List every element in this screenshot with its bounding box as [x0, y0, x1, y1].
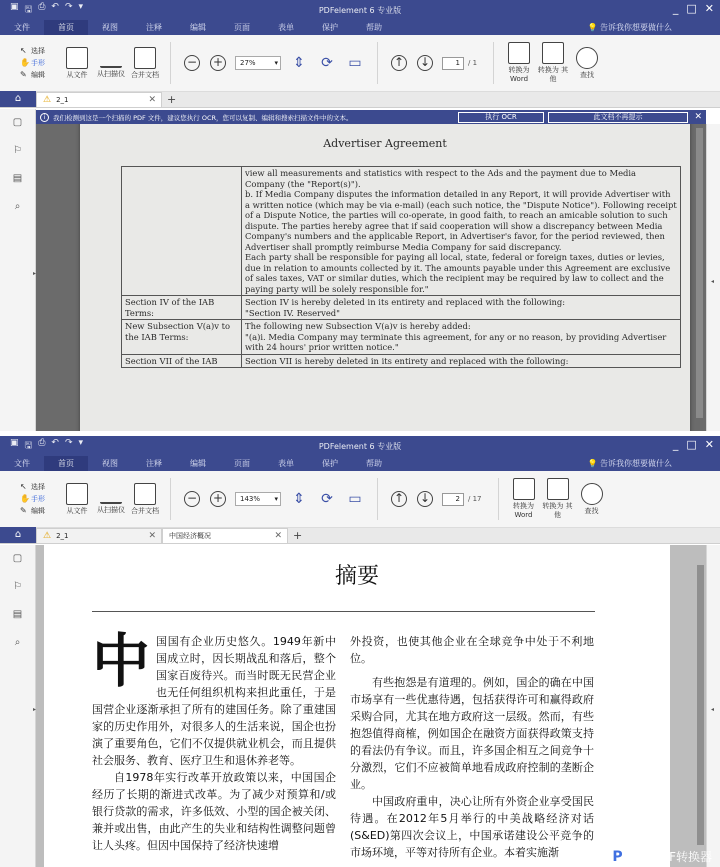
left-column	[92, 627, 336, 854]
window-controls	[673, 2, 714, 15]
find-label: 查找	[584, 506, 599, 515]
zoom-select[interactable]: 143% ▾	[235, 492, 281, 506]
table-cell: Section VII of the IAB	[122, 354, 242, 368]
search-panel-icon[interactable]: ⌕	[14, 201, 21, 212]
combine-label: 合并文档	[131, 506, 159, 515]
table-cell	[122, 167, 242, 296]
table-row	[122, 354, 681, 368]
find-button[interactable]	[575, 483, 609, 516]
ribbon-divider	[498, 478, 499, 520]
cursor-icon: ↖	[20, 482, 27, 491]
pdfelement-window-bottom	[0, 436, 720, 867]
mode-edit-label: 编辑	[31, 507, 45, 515]
table-cell: view all measurements and statistics with respect to the Ads and the payment due to Media Company (the "Report(s)"). b. If Media Company disputes the information detailed in any Report, it will provide Advertiser with a written notice (which may be via e-mail) (each such notice, the "Dispute Notice"). Following receipt of a Dispute Notice, the parties will co-operate, in good faith, to reach an amicable solution to such dispute. The parties hereby agree that if said cooperation will show a discrepancy between Media Company's numbers and the applicable Report, in Advertiser's favor, for the period reviewed, then Advertiser shall promptly reimburse Media Company for said discrepancy. Each party shall be responsible for paying all local, state, federal or foreign taxes, duties or levies, due in relation to amounts collected by it. The amounts payable under this Agreement are exclusive of sales taxes, VAT or similar duties, which the recipient may be required by law to collect and the paying party will be solely responsible for."	[242, 167, 681, 296]
menu-bar	[0, 456, 720, 471]
print-icon[interactable]: ⎙	[38, 2, 46, 12]
thumbnails-icon[interactable]: ▢	[12, 553, 23, 564]
pdfelement-window-top	[0, 0, 720, 431]
search-icon	[581, 483, 603, 505]
perform-ocr-button[interactable]: 执行 OCR	[458, 112, 544, 123]
from-scanner-button[interactable]	[94, 48, 128, 79]
table-row	[122, 320, 681, 355]
mode-edit[interactable]	[20, 506, 60, 516]
mode-select[interactable]	[20, 482, 60, 492]
title-rule	[92, 611, 595, 612]
menu-file[interactable]: 文件	[14, 23, 30, 32]
maximize-button[interactable]: □	[686, 438, 697, 451]
new-tab-icon[interactable]: +	[293, 529, 303, 542]
close-tab-icon[interactable]: ✕	[148, 95, 156, 105]
document-page	[44, 545, 670, 867]
combine-button[interactable]	[128, 483, 162, 516]
new-file-icon	[66, 483, 88, 505]
mode-hand[interactable]	[20, 58, 60, 68]
ocr-notification-bar	[36, 110, 706, 124]
from-scanner-label: 从扫描仪	[97, 505, 125, 514]
ribbon-divider	[377, 478, 378, 520]
right-panel	[706, 124, 720, 431]
expand-right-icon[interactable]: ◂	[711, 277, 715, 285]
zoom-in-button[interactable]: +	[210, 55, 226, 71]
mode-select-label: 选择	[31, 47, 45, 55]
document-tab-bar	[0, 528, 720, 544]
edit-icon: ✎	[20, 70, 27, 79]
close-tab-icon[interactable]: ✕	[274, 531, 282, 541]
home-icon[interactable]: ⌂	[0, 527, 36, 543]
table-row	[122, 296, 681, 320]
next-page-button[interactable]: ↓	[417, 55, 433, 71]
rotate-page-icon[interactable]: ⟳	[321, 491, 333, 507]
table-cell: Section VII is hereby deleted in its entirety and replaced with the following:	[242, 354, 681, 368]
dont-show-again-button[interactable]: 此文档不再提示	[548, 112, 688, 123]
next-page-button[interactable]: ↓	[417, 491, 433, 507]
window-title: PDFelement 6 专业版	[318, 5, 402, 15]
from-scanner-label: 从扫描仪	[97, 69, 125, 78]
quick-access-toolbar	[0, 2, 83, 18]
convert-word-button[interactable]	[507, 478, 541, 520]
window-controls	[673, 438, 714, 451]
document-canvas	[36, 545, 706, 867]
table-cell: Section IV of the IAB Terms:	[122, 296, 242, 320]
tab-label: 中国经济概况	[169, 532, 211, 540]
comment-icon[interactable]: ▤	[12, 609, 23, 620]
convert-other-button[interactable]	[541, 478, 575, 520]
mode-edit[interactable]	[20, 70, 60, 80]
expand-right-icon[interactable]: ◂	[711, 706, 715, 713]
menu-bar	[0, 20, 720, 35]
scanner-icon	[100, 54, 122, 68]
menu-protect[interactable]: 保护	[322, 459, 338, 468]
save-icon[interactable]: 🖫	[24, 441, 33, 451]
lightbulb-icon: 💡	[587, 459, 598, 468]
tell-me-box[interactable]	[587, 20, 672, 35]
slideshow-icon[interactable]: ▭	[348, 491, 362, 507]
bookmark-icon[interactable]: ⚐	[13, 145, 22, 156]
mode-group	[20, 482, 60, 516]
fit-page-icon[interactable]: ⇕	[293, 55, 305, 71]
zoom-out-button[interactable]: −	[184, 491, 200, 507]
close-button[interactable]: ✕	[704, 438, 714, 451]
tell-me-text: 告诉我你想要做什么	[600, 23, 672, 32]
paragraph: 中国政府重申，决心让所有外资企业享受国民待遇。在2012年5月举行的中美战略经济对话(S&ED)第四次会议上，中国承诺建设公平竞争的市场环境，平等对待所有企业。本着实施渐	[350, 795, 594, 859]
agreement-table	[121, 166, 681, 368]
zoom-select[interactable]: 27% ▾	[235, 56, 281, 70]
vertical-scrollbar[interactable]	[697, 565, 704, 845]
search-icon	[576, 47, 598, 69]
ribbon-divider	[170, 42, 171, 84]
prev-page-button[interactable]: ↑	[391, 491, 407, 507]
new-file-icon	[66, 47, 88, 69]
paragraph: 外投资，也使其他企业在全球竞争中处于不利地位。	[350, 635, 594, 665]
table-cell: New Subsection V(a)v to the IAB Terms:	[122, 320, 242, 355]
menu-view[interactable]: 视图	[102, 459, 118, 468]
warning-icon: ⚠	[43, 95, 52, 105]
right-column	[350, 633, 594, 861]
ribbon-divider	[377, 42, 378, 84]
menu-help[interactable]: 帮助	[366, 23, 382, 32]
document-title: Advertiser Agreement	[323, 137, 447, 150]
redo-icon[interactable]: ↷	[64, 438, 73, 448]
menu-page[interactable]: 页面	[234, 23, 250, 32]
from-file-label: 从文件	[66, 506, 88, 515]
mode-hand-label: 手形	[31, 495, 45, 503]
combine-button[interactable]	[128, 47, 162, 80]
save-icon[interactable]: 🖫	[24, 5, 33, 15]
home-ribbon	[0, 35, 720, 92]
redo-icon[interactable]: ↷	[64, 2, 73, 12]
mode-hand[interactable]	[20, 494, 60, 504]
from-scanner-button[interactable]	[94, 484, 128, 515]
document-canvas	[36, 124, 706, 431]
word-file-icon	[508, 42, 530, 64]
paragraph: 自1978年实行改革开放政策以来，中国国企经历了长期的渐进式改革。为了减少对预算和/或银行贷款的需求，许多低效、小型的国企被关闭、兼并或出售，由此产生的失业和结构性调整问题曾让人头疼。但因中国保持了经济快速增	[92, 771, 336, 852]
home-ribbon	[0, 471, 720, 528]
find-button[interactable]	[570, 47, 604, 80]
prev-page-button[interactable]: ↑	[391, 55, 407, 71]
thumbnails-icon[interactable]: ▢	[12, 117, 23, 128]
bookmark-icon[interactable]: ⚐	[13, 581, 22, 592]
close-tab-icon[interactable]: ✕	[148, 531, 156, 541]
menu-edit[interactable]: 编辑	[190, 459, 206, 468]
page-total: / 1	[468, 59, 478, 67]
menu-edit[interactable]: 编辑	[190, 23, 206, 32]
tab-label: 2_1	[56, 532, 69, 540]
document-tab-active[interactable]	[162, 528, 288, 543]
rotate-page-icon[interactable]: ⟳	[321, 55, 333, 71]
title-bar	[0, 436, 720, 456]
app-icon: ▣	[10, 2, 19, 12]
paragraph: 有些抱怨是有道理的。例如，国企的确在中国市场享有一些优惠待遇，包括获得许可和赢得政府采购合同，尤其在地方政府这一层级。然而，有些抱怨值得商榷，例如国企在融资方面获得政策支持的看法仍有争议。而且，许多国企相互之间竞争十分激烈，它们不应被简单地看成政府控制的垄断企业。	[350, 676, 594, 791]
minimize-button[interactable]: _	[672, 438, 679, 451]
hand-icon: ✋	[20, 58, 30, 67]
slideshow-icon[interactable]: ▭	[348, 55, 362, 71]
mode-hand-label: 手形	[31, 59, 45, 67]
tab-label: 2_1	[56, 96, 69, 104]
new-tab-icon[interactable]: +	[167, 93, 177, 106]
find-label: 查找	[580, 70, 595, 79]
menu-protect[interactable]: 保护	[322, 23, 338, 32]
convert-other-button[interactable]	[536, 42, 570, 84]
convert-word-label: 转换为 Word	[513, 502, 534, 519]
paragraph: 国国有企业历史悠久。1949年新中国成立时，因长期战乱和落后，整个国家百废待兴。而当时既无民营企业也无任何组织机构来担此重任，于是国营企业逐渐承担了所有的建国任务。除了重建国家的历史作用外，对很多人的生活来说，国企也扮演了重要角色，它们不仅提供就业机会，而且提供社会服务、教育、医疗卫生和退休养老等。	[92, 635, 336, 767]
table-row	[122, 167, 681, 296]
convert-other-label: 转换为 其他	[537, 66, 569, 83]
lightbulb-icon: 💡	[587, 23, 598, 32]
right-panel	[706, 545, 720, 867]
close-button[interactable]: ✕	[704, 2, 714, 15]
app-icon: ▣	[10, 438, 19, 448]
left-panel	[0, 545, 36, 867]
expand-panel-icon[interactable]: ▸	[33, 706, 37, 713]
zoom-in-button[interactable]: +	[210, 491, 226, 507]
vertical-scrollbar[interactable]	[696, 128, 703, 418]
undo-icon[interactable]: ↶	[51, 438, 59, 448]
from-file-label: 从文件	[66, 70, 88, 79]
watermark-logo-icon: P	[612, 848, 623, 865]
menu-file[interactable]: 文件	[14, 459, 30, 468]
tell-me-box[interactable]	[587, 456, 672, 471]
word-file-icon	[513, 478, 535, 500]
ocr-notice-text: 我们检测到这是一个扫描的 PDF 文件，建议您执行 OCR，您可以复制、编辑和搜索扫描文件中的文本。	[53, 113, 353, 122]
other-file-icon	[547, 478, 569, 500]
mode-select[interactable]	[20, 46, 60, 56]
search-panel-icon[interactable]: ⌕	[14, 637, 21, 648]
combine-label: 合并文档	[131, 70, 159, 79]
document-title: 摘要	[334, 564, 379, 589]
info-icon: i	[40, 113, 49, 122]
watermark-text: 烁光PDF转换器	[628, 850, 712, 864]
edit-icon: ✎	[20, 506, 27, 515]
menu-home[interactable]: 首页	[44, 456, 88, 471]
other-file-icon	[542, 42, 564, 64]
window-title: PDFelement 6 专业版	[318, 441, 402, 451]
customize-icon[interactable]: ▾	[78, 438, 84, 448]
page-total: / 17	[468, 495, 482, 503]
combine-icon	[134, 47, 156, 69]
menu-comment[interactable]: 注释	[146, 23, 162, 32]
mode-edit-label: 编辑	[31, 71, 45, 79]
page-number-input[interactable]: 2	[442, 493, 464, 506]
convert-other-label: 转换为 其他	[542, 502, 573, 519]
ribbon-divider	[493, 42, 494, 84]
menu-comment[interactable]: 注释	[146, 459, 162, 468]
convert-word-label: 转换为 Word	[508, 66, 530, 83]
combine-icon	[134, 483, 156, 505]
menu-view[interactable]: 视图	[102, 23, 118, 32]
scanned-page	[80, 124, 690, 431]
menu-home[interactable]: 首页	[44, 20, 88, 35]
cursor-icon: ↖	[20, 46, 27, 55]
convert-word-button[interactable]	[502, 42, 536, 84]
menu-help[interactable]: 帮助	[366, 459, 382, 468]
from-file-button[interactable]	[60, 47, 94, 80]
home-icon[interactable]: ⌂	[0, 91, 36, 107]
print-icon[interactable]: ⎙	[38, 438, 46, 448]
undo-icon[interactable]: ↶	[51, 2, 59, 12]
left-panel	[0, 109, 36, 431]
scanner-icon	[100, 490, 122, 504]
drop-cap: 中	[92, 627, 151, 695]
watermark	[612, 848, 712, 865]
title-bar	[0, 0, 720, 20]
mode-group	[20, 46, 60, 80]
hand-icon: ✋	[20, 494, 30, 503]
tell-me-text: 告诉我你想要做什么	[600, 459, 672, 468]
table-cell: Section IV is hereby deleted in its entirety and replaced with the following: "Section IV. Reserved"	[242, 296, 681, 320]
document-tab[interactable]	[36, 92, 162, 107]
menu-page[interactable]: 页面	[234, 459, 250, 468]
customize-icon[interactable]: ▾	[78, 2, 84, 12]
menu-form[interactable]: 表单	[278, 459, 294, 468]
fit-page-icon[interactable]: ⇕	[293, 491, 305, 507]
from-file-button[interactable]	[60, 483, 94, 516]
warning-icon: ⚠	[43, 531, 52, 541]
maximize-button[interactable]: □	[686, 2, 697, 15]
menu-form[interactable]: 表单	[278, 23, 294, 32]
zoom-out-button[interactable]: −	[184, 55, 200, 71]
mode-select-label: 选择	[31, 483, 45, 491]
expand-panel-icon[interactable]: ▸	[33, 270, 37, 277]
comment-icon[interactable]: ▤	[12, 173, 23, 184]
page-number-input[interactable]: 1	[442, 57, 464, 70]
quick-access-toolbar	[0, 438, 83, 454]
ribbon-divider	[170, 478, 171, 520]
document-tab-bar	[0, 92, 720, 108]
table-cell: The following new Subsection V(a)v is hereby added: "(a)i. Media Company may terminate this agreement, for any or no reason, by providing Advertiser with 24 hours' prior written notice."	[242, 320, 681, 355]
minimize-button[interactable]: _	[672, 2, 679, 15]
document-tab[interactable]	[36, 528, 162, 543]
close-notice-icon[interactable]: ✕	[694, 112, 702, 122]
